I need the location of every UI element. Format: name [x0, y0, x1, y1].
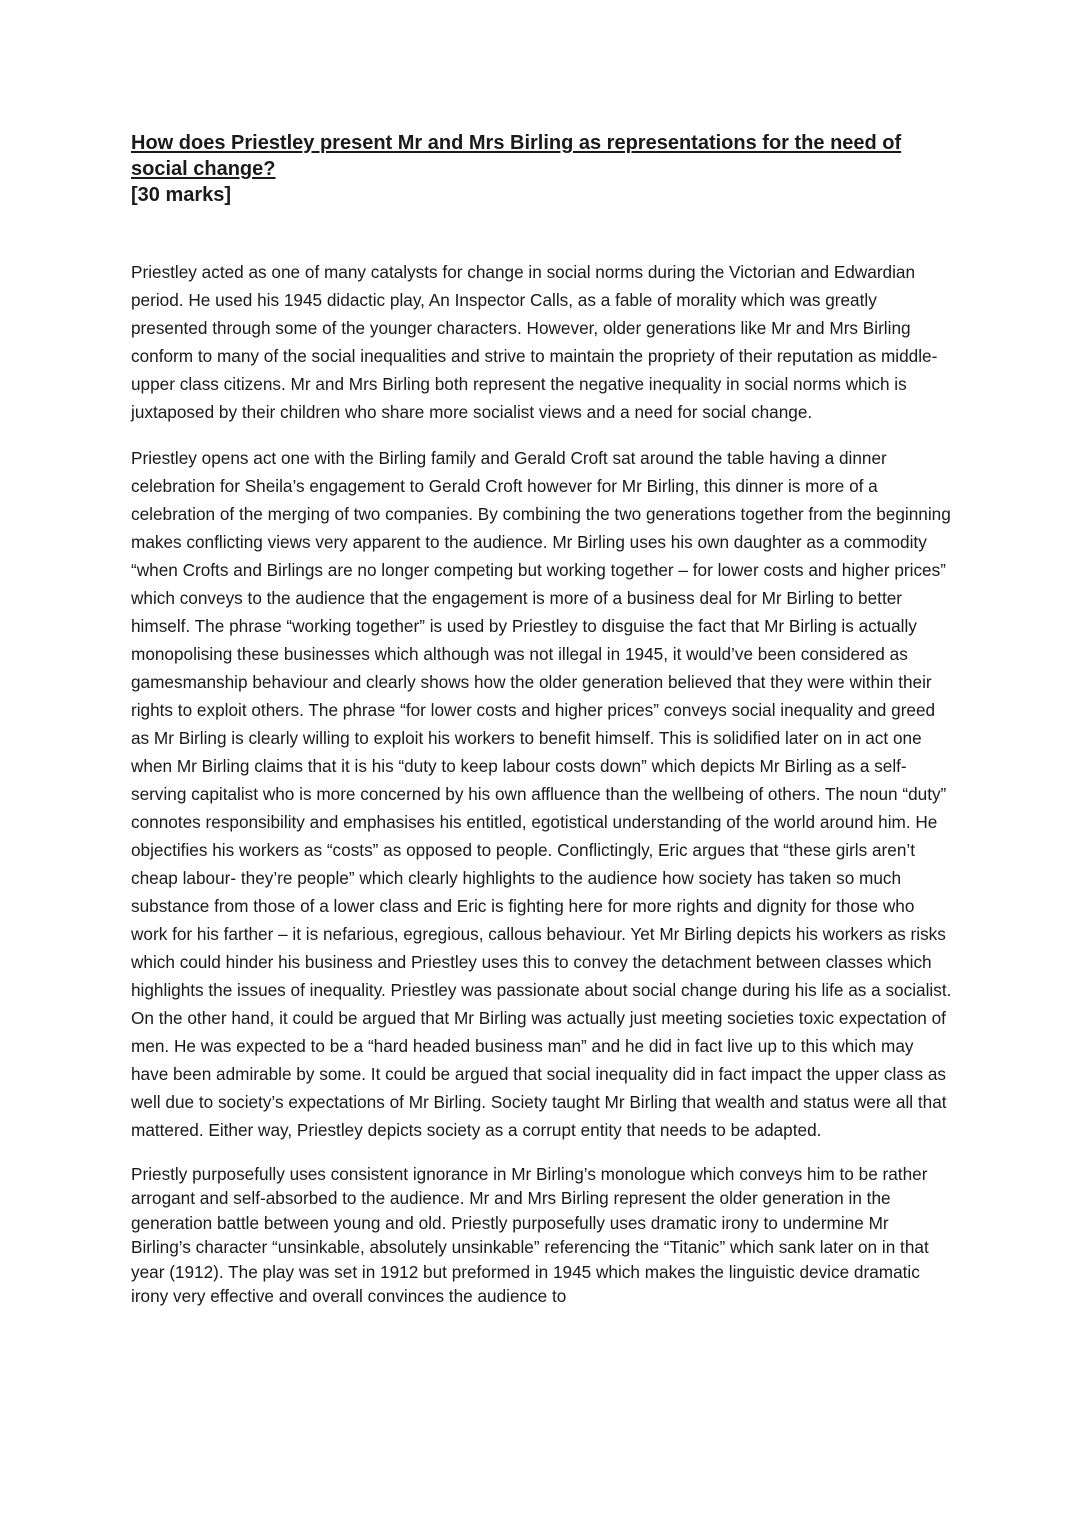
paragraph-mr-birling-analysis: Priestley opens act one with the Birling family and Gerald Croft sat around the table having a dinner celebration for Sheila’s engagement to Gerald Croft however for Mr Birling, this dinner is more of a celebration of the merging of two companies. By combining the two generations together from the beginning makes conflicting views very apparent to the audience. Mr Birling uses his own daughter as a commodity “when Crofts and Birlings are no longer competing but working together – for lower costs and higher prices” which conveys to the audience that the engagement is more of a business deal for Mr Birling to better himself. The phrase “working together” is used by Priestley to disguise the fact that Mr Birling is actually monopolising these businesses which although was not illegal in 1945, it would’ve been considered as gamesmanship behaviour and clearly shows how the older generation believed that they were within their rights to exploit others. The phrase “for lower costs and higher prices” conveys social inequality and greed as Mr Birling is clearly willing to exploit his workers to benefit himself. This is solidified later on in act one when Mr Birling claims that it is his “duty to keep labour costs down” which depicts Mr Birling as a self-serving capitalist who is more concerned by his own affluence than the wellbeing of others. The noun “duty” connotes responsibility and emphasises his entitled, egotistical understanding of the world around him. He objectifies his workers as “costs” as opposed to people. Conflictingly, Eric argues that “these girls aren’t cheap labour- they’re people” which clearly highlights to the audience how society has taken so much substance from those of a lower class and Eric is fighting here for more rights and dignity for those who work for his farther – it is nefarious, egregious, callous behaviour. Yet Mr Birling depicts his workers as risks which could hinder his business and Priestley uses this to convey the detachment between classes which highlights the issues of inequality. Priestley was passionate about social change during his life as a socialist. On the other hand, it could be argued that Mr Birling was actually just meeting societies toxic expectation of men. He was expected to be a “hard headed business man” and he did in fact live up to this which may have been admirable by some. It could be argued that social inequality did in fact impact the upper class as well due to society’s expectations of Mr Birling. Society taught Mr Birling that wealth and status were all that mattered. Either way, Priestley depicts society as a corrupt entity that needs to be adapted.	[131, 448, 952, 1140]
document-page	[131, 130, 953, 1308]
paragraph-dramatic-irony: Priestly purposefully uses consistent ignorance in Mr Birling’s monologue which conveys him to be rather arrogant and self-absorbed to the audience. Mr and Mrs Birling represent the older generation in the generation battle between young and old. Priestly purposefully uses dramatic irony to undermine Mr Birling’s character “unsinkable, absolutely unsinkable” referencing the “Titanic” which sank later on in that year (1912). The play was set in 1912 but preformed in 1945 which makes the linguistic device dramatic irony very effective and overall convinces the audience to	[131, 1164, 929, 1307]
essay-question-title: How does Priestley present Mr and Mrs Birling as representations for the need of social change?	[131, 132, 902, 180]
marks-label: [30 marks]	[131, 184, 232, 206]
paragraph-introduction: Priestley acted as one of many catalysts for change in social norms during the Victorian and Edwardian period. He used his 1945 didactic play, An Inspector Calls, as a fable of morality which was greatly presented through some of the younger characters. However, older generations like Mr and Mrs Birling conform to many of the social inequalities and strive to maintain the propriety of their reputation as middle-upper class citizens. Mr and Mrs Birling both represent the negative inequality in social norms which is juxtaposed by their children who share more socialist views and a need for social change.	[131, 262, 938, 422]
